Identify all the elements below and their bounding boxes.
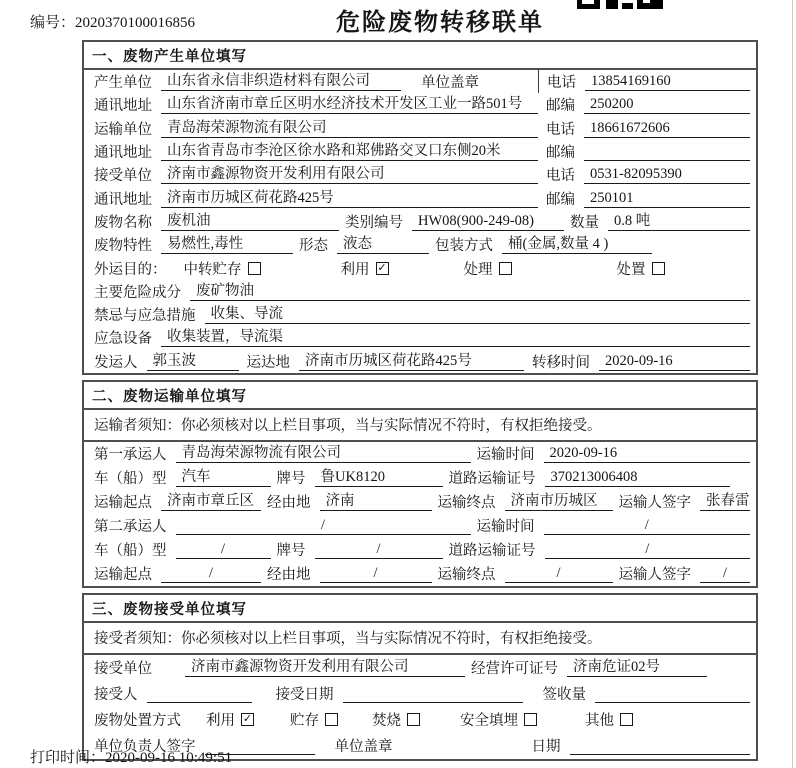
phone-label: 电话 (546, 168, 575, 185)
transporter-address-row (84, 140, 756, 163)
transporter-phone-value: 18661672606 (584, 119, 750, 138)
transporter-unit-label: 运输单位 (94, 121, 152, 138)
first-road-permit-value: 370213006408 (545, 468, 731, 487)
first-carrier-value: 青岛海荣源物流有限公司 (176, 444, 471, 463)
hazard-value: 废矿物油 (190, 282, 750, 301)
transport-time-label: 运输时间 (476, 519, 535, 536)
receive-person-value (147, 684, 252, 703)
first-plate-value: 鲁UK8120 (315, 468, 443, 487)
address-label: 通讯地址 (94, 98, 152, 115)
purpose-label: 外运目的： (94, 261, 167, 278)
receiver-phone-cell (538, 163, 750, 186)
second-carrier-value: / (176, 516, 471, 535)
receive-unit-label: 接受单位 (94, 661, 152, 678)
vehicle-type-label: 车（船）型 (94, 543, 167, 560)
page-title: 危险废物转移联单 (336, 9, 544, 36)
waste-property-value: 易燃性,毒性 (161, 235, 293, 254)
purpose-option-transfer-storage (184, 258, 261, 279)
zip-label: 邮编 (546, 191, 575, 208)
producer-address-row (84, 93, 756, 116)
checkbox-label: 其他 (585, 713, 614, 730)
receiver-unit-label: 接受单位 (94, 168, 152, 185)
disposal-option-incinerate (372, 709, 420, 730)
via-label: 经由地 (267, 495, 311, 512)
print-time (30, 746, 232, 767)
checkbox-label: 焚烧 (372, 713, 401, 730)
receiver-zip-cell (538, 186, 750, 209)
producer-phone-value: 13854169160 (585, 72, 750, 91)
date-label: 日期 (531, 739, 561, 756)
phone-label: 电话 (547, 75, 576, 92)
equipment-label: 应急设备 (94, 331, 152, 348)
road-permit-label: 道路运输证号 (448, 543, 536, 560)
disposal-method-row (84, 707, 756, 733)
checkbox-checked-icon: ✓ (242, 712, 253, 726)
form-value: 液态 (337, 235, 429, 254)
disposal-option-utilize (206, 709, 254, 730)
waste-property-label: 废物特性 (94, 238, 152, 255)
via-label: 经由地 (267, 567, 311, 584)
producer-section (82, 40, 758, 375)
received-quantity-label: 签收量 (542, 687, 586, 704)
checkbox-icon (407, 713, 420, 726)
checkbox-label: 安全填埋 (460, 713, 518, 730)
receiver-section-title: 三、废物接受单位填写 (84, 595, 756, 623)
second-transport-time-value: / (544, 516, 751, 535)
first-vehicle-row (84, 466, 756, 490)
unit-seal-label: 单位盖章 (421, 75, 479, 92)
second-carrier-sign-value: / (700, 564, 750, 583)
quantity-value: 0.8 吨 (608, 212, 750, 231)
endpoint-label: 运输终点 (437, 567, 496, 584)
second-route-row (84, 562, 756, 586)
first-route-row (84, 490, 756, 514)
receiver-address-value: 济南市历城区荷花路425号 (161, 189, 538, 208)
second-vehicle-type-value: / (176, 540, 271, 559)
receive-date-label: 接受日期 (275, 687, 334, 704)
consignor-row (84, 350, 756, 373)
checkbox-label: 处置 (616, 261, 646, 278)
second-origin-value: / (161, 564, 261, 583)
transporter-phone-cell (538, 117, 750, 140)
transport-notice: 运输者须知：你必须核对以上栏目事项，当与实际情况不符时，有权拒绝接受。 (84, 410, 756, 442)
second-carrier-row (84, 514, 756, 538)
quantity-label: 数量 (570, 214, 599, 231)
second-endpoint-value: / (505, 564, 613, 583)
receive-person-label: 接受人 (94, 687, 138, 704)
print-time-label: 打印时间： (30, 750, 106, 766)
checkbox-icon (325, 713, 338, 726)
disposal-option-other (585, 709, 633, 730)
serial-value: 2020370100016856 (75, 15, 196, 31)
origin-label: 运输起点 (94, 495, 152, 512)
waste-property-row (84, 233, 756, 256)
disposal-method-label: 废物处置方式 (94, 713, 181, 730)
receive-unit-row (84, 655, 756, 681)
receiver-section (82, 593, 758, 761)
first-carrier-label: 第一承运人 (94, 447, 167, 464)
category-code-value: HW08(900-249-08) (412, 212, 564, 231)
unit-seal-label: 单位盖章 (334, 739, 393, 756)
disposal-option-landfill (460, 709, 537, 730)
receiver-zip-value: 250101 (584, 189, 750, 208)
manifest-form (82, 40, 758, 766)
checkbox-label: 处理 (463, 261, 493, 278)
plate-label: 牌号 (276, 471, 306, 488)
zip-label: 邮编 (546, 98, 575, 115)
first-carrier-sign-value: 张春雷 (700, 492, 750, 511)
transporter-zip-cell (538, 140, 750, 163)
producer-unit-value: 山东省永信非织造材料有限公司 (161, 72, 401, 91)
road-permit-label: 道路运输证号 (448, 471, 536, 488)
form-label: 形态 (299, 238, 328, 255)
checkbox-icon (499, 262, 512, 275)
qr-code-remnant (577, 0, 663, 9)
page-scan-edge (792, 0, 793, 768)
second-carrier-label: 第二承运人 (94, 519, 167, 536)
transport-section (82, 380, 758, 588)
first-origin-value: 济南市章丘区 (161, 492, 261, 511)
disposal-option-store (290, 709, 338, 730)
receive-unit-value: 济南市鑫源物资开发利用有限公司 (185, 658, 465, 677)
destination-value: 济南市历城区荷花路425号 (299, 352, 524, 371)
producer-zip-value: 250200 (584, 95, 750, 114)
serial-label: 编号： (30, 15, 76, 31)
transporter-zip-value (584, 142, 750, 161)
plate-label: 牌号 (276, 543, 306, 560)
checkbox-icon (524, 713, 537, 726)
receiver-unit-row (84, 163, 756, 186)
checkbox-label: 利用 (340, 261, 370, 278)
checkbox-checked-icon: ✓ (377, 260, 387, 274)
first-via-value: 济南 (320, 492, 432, 511)
transport-section-title: 二、废物运输单位填写 (84, 382, 756, 410)
producer-unit-row (84, 70, 756, 93)
purpose-option-utilize (341, 258, 389, 279)
packing-value: 桶(金属,数量 4 ) (502, 235, 652, 254)
taboo-value: 收集、导流 (205, 305, 751, 324)
consignor-label: 发运人 (94, 354, 138, 371)
phone-label: 电话 (546, 121, 575, 138)
business-permit-value: 济南危证02号 (567, 658, 707, 677)
receiver-notice: 接受者须知：你必须核对以上栏目事项，当与实际情况不符时，有权拒绝接受。 (84, 623, 756, 655)
purpose-option-dispose (617, 258, 665, 279)
checkbox-label: 贮存 (290, 713, 319, 730)
purpose-row (84, 256, 756, 279)
first-vehicle-type-value: 汽车 (176, 468, 271, 487)
second-plate-value: / (315, 540, 443, 559)
category-code-label: 类别编号 (345, 214, 403, 231)
hazard-component-row (84, 280, 756, 303)
first-carrier-row (84, 442, 756, 466)
hazard-label: 主要危险成分 (94, 284, 181, 301)
second-road-permit-value: / (545, 540, 751, 559)
equipment-value: 收集装置，导流渠 (161, 328, 750, 347)
first-endpoint-value: 济南市历城区 (505, 492, 613, 511)
checkbox-label: 中转贮存 (183, 261, 242, 278)
second-via-value: / (320, 564, 432, 583)
transporter-unit-value: 青岛海荣源物流有限公司 (161, 119, 538, 138)
print-time-value: 2020-09-16 10:49:51 (105, 750, 233, 766)
zip-label: 邮编 (546, 145, 575, 162)
receive-date-value (343, 684, 523, 703)
producer-section-title: 一、废物产生单位填写 (84, 42, 756, 70)
transport-time-label: 运输时间 (476, 447, 535, 464)
transporter-address-value: 山东省青岛市李沧区徐水路和郑佛路交叉口东侧20米 (161, 142, 538, 161)
taboo-label: 禁忌与应急措施 (94, 308, 196, 325)
date-value (570, 736, 751, 755)
checkbox-icon (248, 262, 261, 275)
transfer-time-label: 转移时间 (532, 354, 590, 371)
receiver-address-row (84, 186, 756, 209)
producer-address-value: 山东省济南市章丘区明水经济技术开发区工业一路501号 (161, 95, 538, 114)
destination-label: 运达地 (246, 354, 290, 371)
transporter-unit-row (84, 117, 756, 140)
endpoint-label: 运输终点 (437, 495, 496, 512)
checkbox-icon (620, 713, 633, 726)
consignor-value: 郭玉波 (147, 352, 239, 371)
address-label: 通讯地址 (94, 145, 152, 162)
carrier-sign-label: 运输人签字 (618, 495, 691, 512)
checkbox-icon (652, 262, 665, 275)
receive-person-row (84, 681, 756, 707)
emergency-equipment-row (84, 326, 756, 349)
carrier-sign-label: 运输人签字 (618, 567, 691, 584)
waste-name-label: 废物名称 (94, 214, 152, 231)
receiver-unit-value: 济南市鑫源物资开发利用有限公司 (161, 165, 538, 184)
transfer-time-value: 2020-09-16 (599, 352, 750, 371)
business-permit-label: 经营许可证号 (471, 661, 558, 678)
checkbox-label: 利用 (206, 713, 235, 730)
receiver-phone-value: 0531-82095390 (584, 165, 750, 184)
producer-phone-cell (538, 70, 750, 93)
origin-label: 运输起点 (94, 567, 152, 584)
received-quantity-value (595, 684, 750, 703)
producer-zip-cell (538, 93, 750, 116)
purpose-option-treat (464, 258, 512, 279)
second-vehicle-row (84, 538, 756, 562)
address-label: 通讯地址 (94, 191, 152, 208)
first-transport-time-value: 2020-09-16 (544, 444, 751, 463)
packing-label: 包装方式 (435, 238, 493, 255)
producer-unit-label: 产生单位 (94, 75, 152, 92)
waste-name-value: 废机油 (161, 212, 339, 231)
waste-name-row (84, 210, 756, 233)
vehicle-type-label: 车（船）型 (94, 471, 167, 488)
responsible-sign-label: 单位负责人签字 (94, 739, 196, 756)
taboo-measures-row (84, 303, 756, 326)
